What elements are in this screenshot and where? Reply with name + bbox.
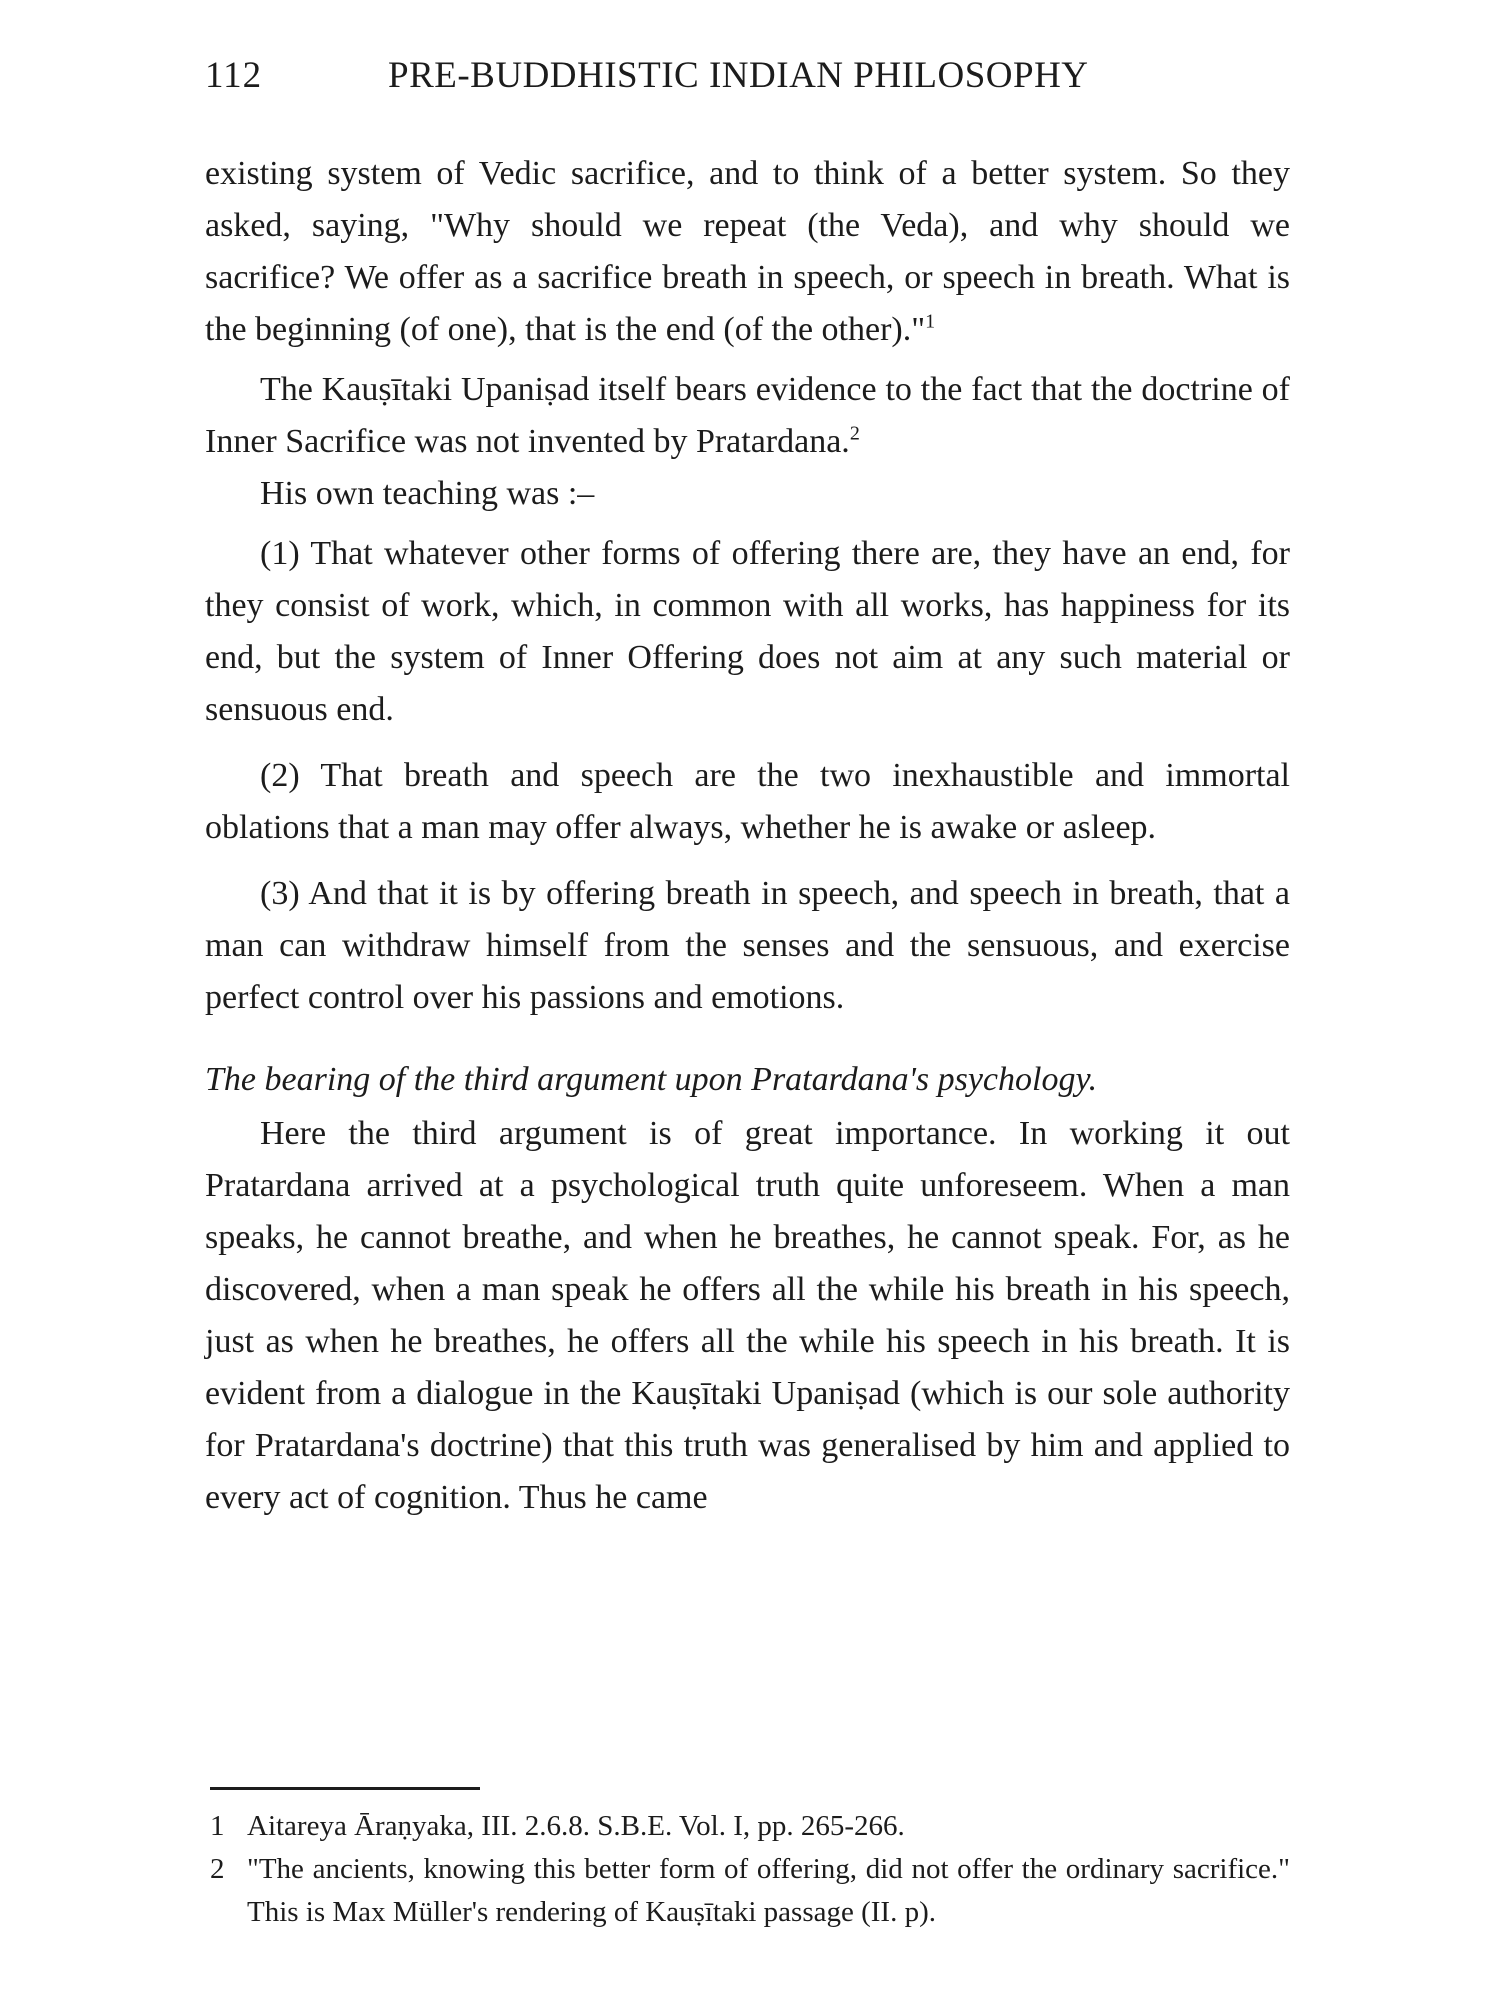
paragraph-teaching-intro: His own teaching was :– <box>260 475 595 512</box>
paragraph-continuation <box>205 148 1290 356</box>
running-head <box>205 46 1295 106</box>
running-title: PRE-BUDDHISTIC INDIAN PHILOSOPHY <box>388 55 1089 96</box>
paragraph-text: existing system of Vedic sacrifice, and to think of a better system. So they asked, saying, "Why should we repeat (the Veda), and why should we sacrifice? We offer as a sacrifice breath in speech, or speech in breath. What is the beginning (of one), that is the end (of the other)." <box>205 155 1290 348</box>
list-item-3: (3) And that it is by offering breath in speech, and speech in breath, that a man can withdraw himself from the senses and the sensuous, and exercise perfect control over his passions and emotions. <box>205 875 1290 1016</box>
paragraph-third-argument: Here the third argument is of great importance. In working it out Pratardana arrived at a psychological truth quite unforeseem. When a man speaks, he cannot breathe, and when he breathes, he cannot speak. For, as he discovered, when a man speak he offers all the while his breath in his speech, just as when he breathes, he offers all the while his speech in his breath. It is evident from a dialogue in the Kauṣītaki Upaniṣad (which is our sole authority for Pratardana's doctrine) that this truth was generalised by him and applied to every act of cognition. Thus he came <box>205 1115 1290 1516</box>
footnote-2 <box>210 1848 1290 1934</box>
list-item-1: (1) That whatever other forms of offering there are, they have an end, for they consist of work, which, in common with all works, has happiness for its end, but the system of Inner Offering does not aim at any such material or sensuous end. <box>205 535 1290 728</box>
page-number: 112 <box>205 55 263 96</box>
footnote-number: 2 <box>210 1853 225 1885</box>
footnote-text: Aitareya Āraṇyaka, III. 2.6.8. S.B.E. Vol. I, pp. 265-266. <box>247 1810 905 1842</box>
section-subheading: The bearing of the third argument upon Pratardana's psychology. <box>205 1061 1098 1098</box>
list-item-2: (2) That breath and speech are the two inexhaustible and immortal oblations that a man may offer always, whether he is awake or asleep. <box>205 757 1290 846</box>
footnote-ref: 1 <box>925 310 936 333</box>
footnotes <box>210 1805 1290 1934</box>
footnote-1 <box>210 1805 1290 1848</box>
footnote-ref: 2 <box>849 422 860 445</box>
body-text <box>205 148 1290 1524</box>
footnote-divider <box>210 1787 480 1790</box>
paragraph-text: The Kauṣītaki Upaniṣad itself bears evidence to the fact that the doctrine of Inner Sacrifice was not invented by Pratardana. <box>205 371 1290 460</box>
footnote-text: "The ancients, knowing this better form of offering, did not offer the ordinary sacrifice." This is Max Müller's rendering of Kauṣītaki passage (II. p). <box>247 1853 1290 1928</box>
footnote-number: 1 <box>210 1810 225 1842</box>
paragraph-kausitaki <box>205 364 1290 468</box>
